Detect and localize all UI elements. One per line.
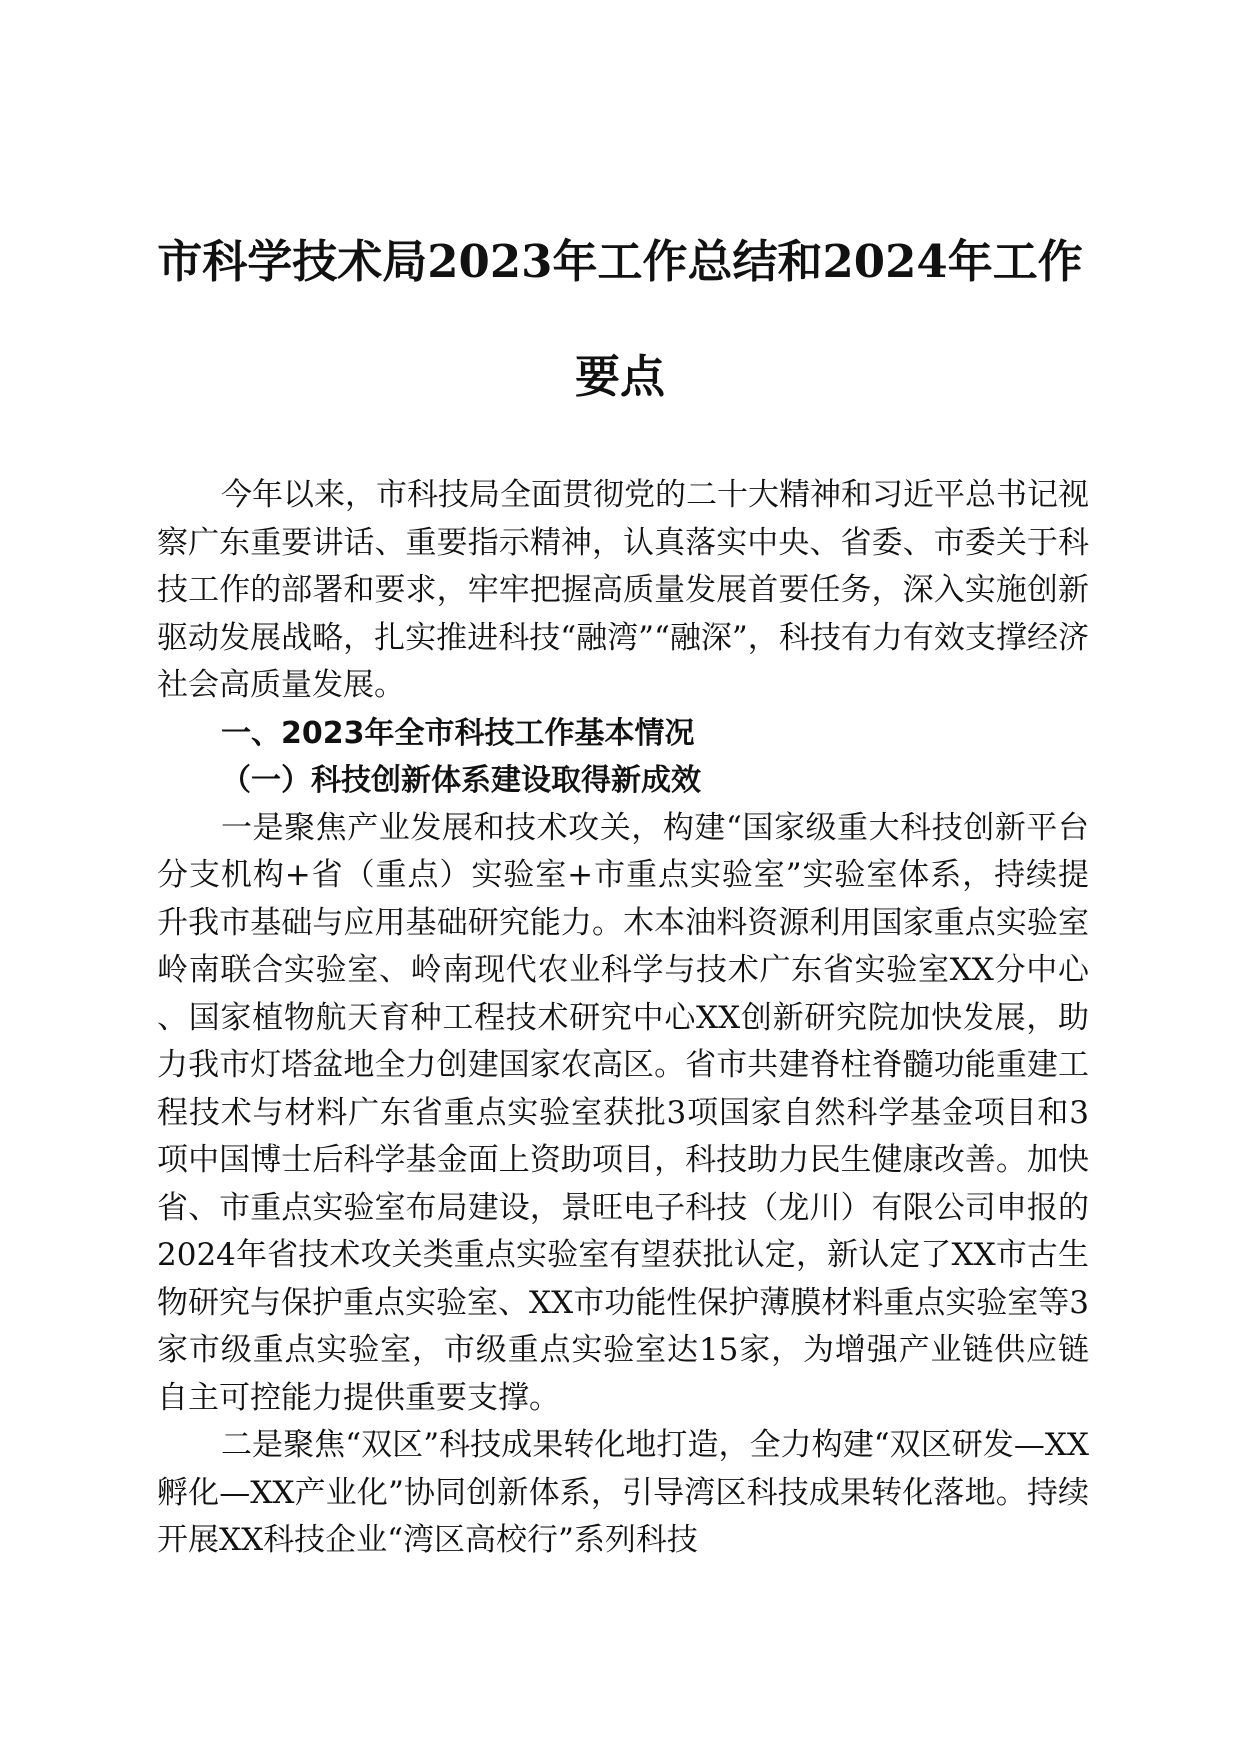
body-paragraph-2: 二是聚焦“双区”科技成果转化地打造，全力构建“双区研发—XX孵化—XX产业化”协同创新体系，引导湾区科技成果转化落地。持续开展XX科技企业“湾区高校行”系列科技 [157, 1427, 1089, 1558]
document-title-line-2: 要点 [574, 350, 665, 403]
intro-paragraph: 今年以来，市科技局全面贯彻党的二十大精神和习近平总书记视察广东重要讲话、重要指示精神，认真落实中央、省委、市委关于科技工作的部署和要求，牢牢把握高质量发展首要任务，深入实施创新驱动发展战略，扎实推进科技“融湾”“融深”，科技有力有效支撑经济社会高质量发展。 [157, 477, 1089, 703]
body-paragraph-1: 一是聚焦产业发展和技术攻关，构建“国家级重大科技创新平台分支机构+省（重点）实验室+市重点实验室”实验室体系，持续提升我市基础与应用基础研究能力。木本油料资源利用国家重点实验室岭南联合实验室、岭南现代农业科学与技术广东省实验室XX分中心、国家植物航天育种工程技术研究中心XX创新研究院加快发展，助力我市灯塔盆地全力创建国家农高区。省市共建脊柱脊髓功能重建工程技术与材料广东省重点实验室获批3项国家自然科学基金项目和3项中国博士后科学基金面上资助项目，科技助力民生健康改善。加快省、市重点实验室布局建设，景旺电子科技（龙川）有限公司申报的2024年省技术攻关类重点实验室有望获批认定，新认定了XX市古生物研究与保护重点实验室、XX市功能性保护薄膜材料重点实验室等3家市级重点实验室，市级重点实验室达15家，为增强产业链供应链自主可控能力提供重要支撑。 [157, 809, 1089, 1416]
document-body [157, 472, 1089, 1565]
section-heading: 一、2023年全市科技工作基本情况 [221, 715, 695, 751]
subsection-heading: （一）科技创新体系建设取得新成效 [221, 763, 701, 798]
document-title-line-1: 市科学技术局2023年工作总结和2024年工作 [157, 235, 1083, 288]
